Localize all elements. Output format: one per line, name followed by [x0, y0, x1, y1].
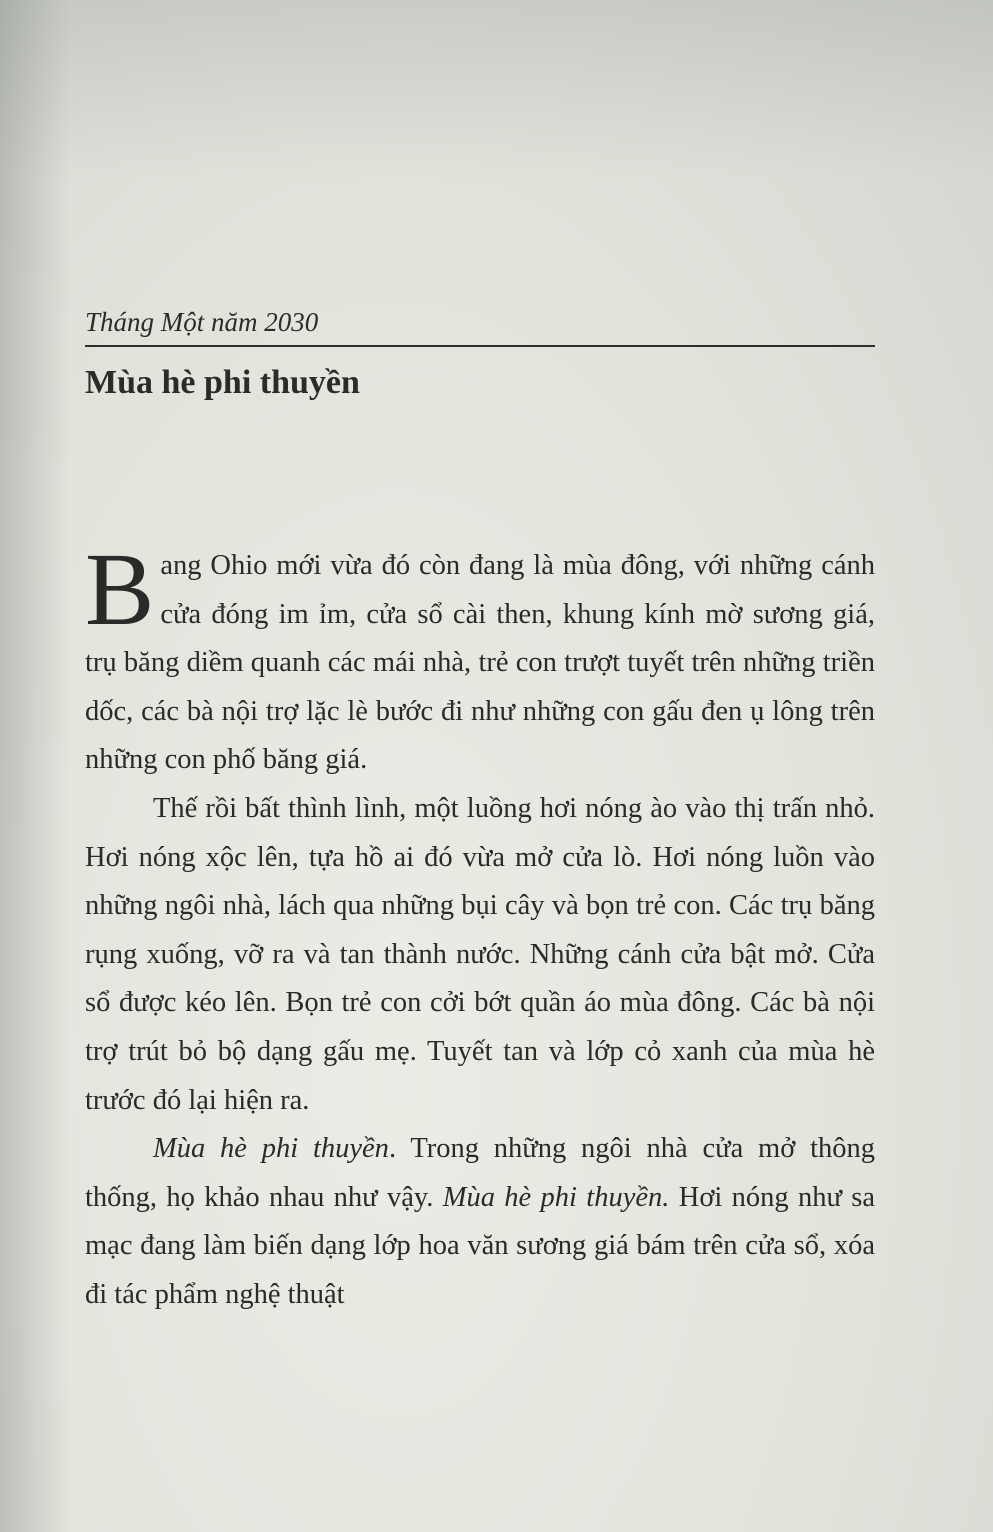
chapter-title: Mùa hè phi thuyền — [85, 364, 360, 401]
drop-cap: B — [85, 532, 155, 647]
paragraph-3 — [85, 1125, 875, 1319]
paragraph-1 — [85, 532, 875, 785]
paragraph-3-emphasis-1: Mùa hè phi thuyền — [153, 1133, 389, 1165]
paragraph-3-middle: . Trong những ngôi nhà cửa mở thông thống, họ khảo nhau như vậy. — [85, 1133, 875, 1213]
page-gutter-shadow — [0, 0, 70, 1532]
chapter-date: Tháng Một năm 2030 — [85, 305, 875, 347]
chapter-body — [85, 532, 876, 1320]
paragraph-3-emphasis-2: Mùa hè phi thuyền. — [442, 1181, 670, 1213]
paragraph-2: Thế rồi bất thình lình, một luồng hơi nóng ào vào thị trấn nhỏ. Hơi nóng xộc lên, tựa hồ ai đó vừa mở cửa lò. Hơi nóng luồn vào những ngôi nhà, lách qua những bụi cây và bọn trẻ con. Các trụ băng rụng xuống, vỡ ra và tan thành nước. Những cánh cửa bật mở. Cửa sổ được kéo lên. Bọn trẻ con cởi bớt quần áo mùa đông. Các bà nội trợ trút bỏ bộ dạng gấu mẹ. Tuyết tan và lớp cỏ xanh của mùa hè trước đó lại hiện ra. — [85, 792, 875, 1116]
book-page — [85, 305, 876, 1310]
paragraph-3-end: Hơi nóng như sa mạc đang làm biến dạng lớp hoa văn sương giá bám trên cửa sổ, xóa đi tác phẩm nghệ thuật — [85, 1181, 876, 1310]
page-top-shadow — [0, 0, 993, 180]
paragraph-1-text: ang Ohio mới vừa đó còn đang là mùa đông, với những cánh cửa đóng im ỉm, cửa sổ cài then, khung kính mờ sương giá, trụ băng diềm quanh các mái nhà, trẻ con trượt tuyết trên những triền dốc, các bà nội trợ lặc lè bước đi như những con gấu đen ụ lông trên những con phố băng giá. — [85, 550, 875, 776]
